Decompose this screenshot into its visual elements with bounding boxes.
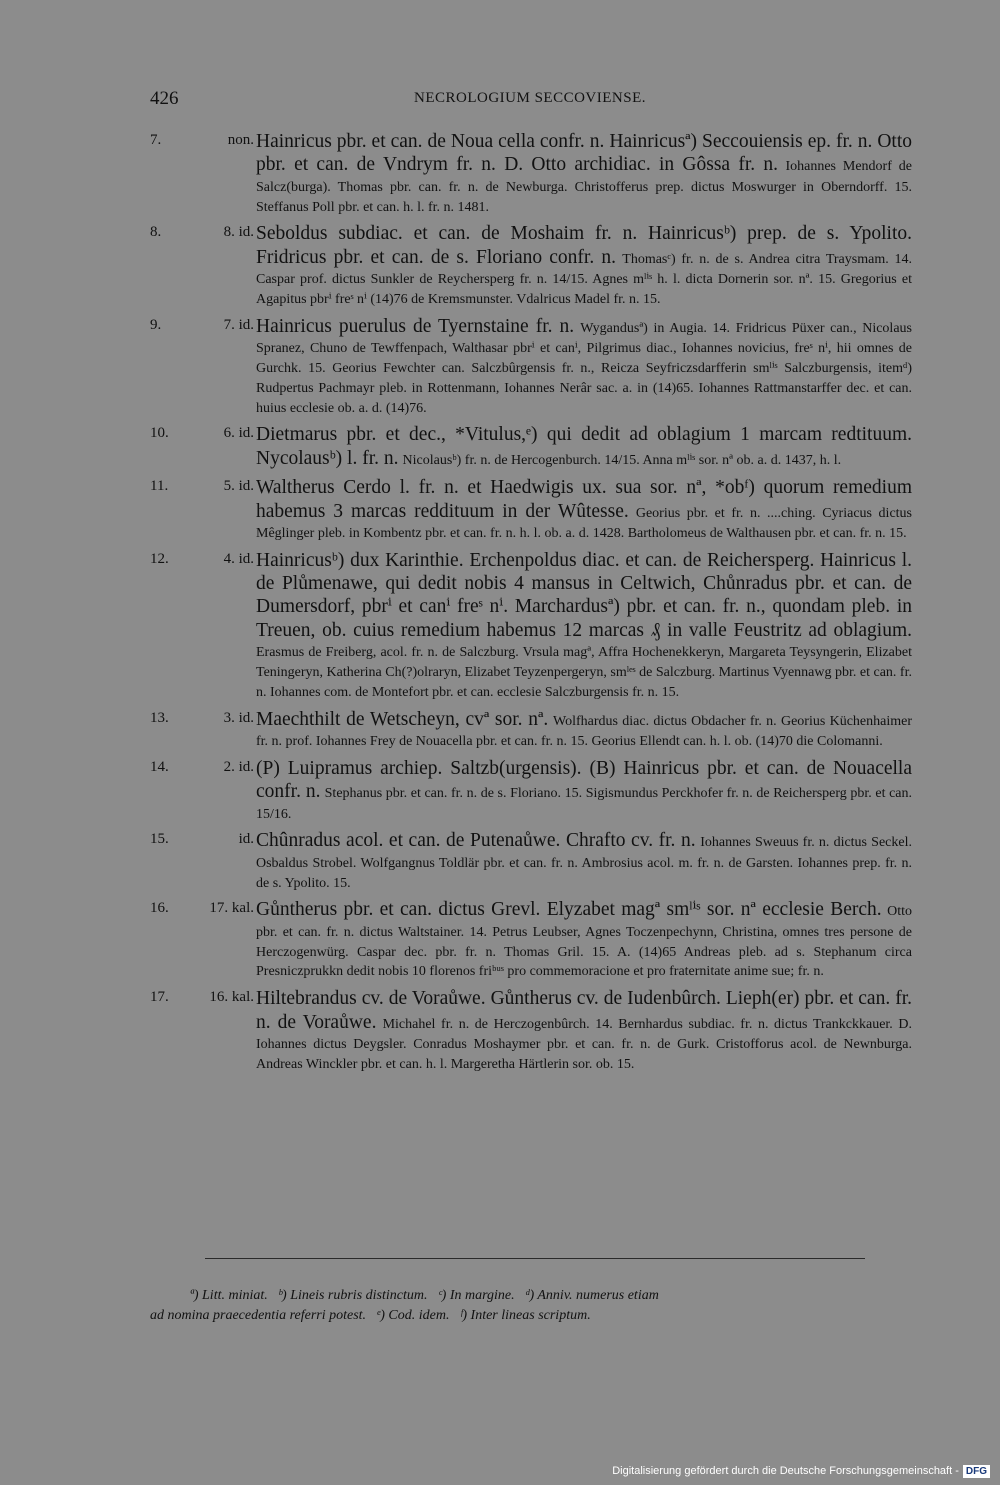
entry-main-text: Hainricusᵇ) dux Karinthie. Erchenpoldus diac. et can. de Reichersperg. Hainricus l. de Plůmenawe, qui dedit nobis 4 mansus in Celtwich, Chůnradus pbr. et can. de Dumersdorf, pbrⁱ et canⁱ freˢ nⁱ. Marchardusª) pbr. et can. fr. n., quondam pleb. in Treuen, ob. cuius remedium habemus 12 marcas ₰ in valle Feustritz ad oblagium. <box>256 549 912 641</box>
entry-date: 6. id. <box>223 425 254 442</box>
footnote-divider <box>205 1258 865 1259</box>
necrology-entry <box>150 130 912 216</box>
necrology-entry <box>150 222 912 308</box>
page-number: 426 <box>150 88 179 109</box>
entry-main-text: Gůntherus pbr. et can. dictus Grevl. Elyzabet magª smˡⁱˢ sor. nª ecclesie Berch. <box>256 899 882 921</box>
entry-later-additions: Wygandusª) in Augia. 14. Fridricus Püxer can., Nicolaus Spranez, Chuno de Tewffenpach, Walthasar pbrⁱ et canⁱ, Pilgrimus diac., Iohannes novicius, freˢ nⁱ, hii omnes de Gurchk. 15. Georius Fewchter can. Salczbûrgensis fr. n., Reicza Seyfriczsdarfferin smˡⁱˢ Salczburgensis, itemᵈ) Rudpertus Pachmayr pleb. in Rottenmann, Iohannes Nerâr sac. a. in (14)65. Iohannes Rattmanstarffer dec. et can. huius ecclesie ob. a. d. (14)76. <box>256 320 912 416</box>
necrology-entry <box>150 708 912 751</box>
entry-number: 12. <box>150 550 169 567</box>
footnote-line-2: ad nomina praecedentia referri potest. ᵉ) Cod. idem. ᶠ) Inter lineas scriptum. <box>150 1308 591 1324</box>
entry-text <box>256 476 912 543</box>
entry-number: 7. <box>150 132 162 148</box>
dfg-logo: DFG <box>963 1465 990 1478</box>
entry-later-additions: Thomasᶜ) fr. n. de s. Andrea citra Traysmam. 14. Caspar prof. dictus Sunkler de Reychersperg fr. n. 14/15. Agnes mˡⁱˢ h. l. dicta Dornerin sor. nª. 15. Gregorius et Agapitus pbrⁱ freˢ nⁱ (14)76 de Kremsmunster. Vdalricus Madel fr. n. 15. <box>256 251 912 307</box>
dfg-credit <box>612 1464 990 1478</box>
dfg-credit-text: Digitalisierung gefördert durch die Deutsche Forschungsgemeinschaft - <box>612 1465 959 1477</box>
entry-text <box>256 130 912 216</box>
footnotes <box>150 1286 910 1327</box>
entry-date: 5. id. <box>223 478 254 495</box>
entry-number: 13. <box>150 709 169 726</box>
necrology-entry <box>150 315 912 418</box>
entry-text <box>256 708 912 751</box>
entry-main-text: Seboldus subdiac. et can. de Moshaim fr. n. Hainricusᵇ) prep. de s. Ypolito. Fridricus pbr. et can. de s. Floriano confr. n. <box>256 223 912 268</box>
entry-main-text: Waltherus Cerdo l. fr. n. et Haedwigis ux. sua sor. nª, *obᶠ) quorum remedium habemus 3 marcas reddituum in der Wûtesse. <box>256 477 912 522</box>
entry-later-additions: Iohannes Mendorf de Salcz(burga). Thomas pbr. can. fr. n. de Newburga. Christofferus prep. dictus Moswurger in Oberndorff. 15. Steffanus Poll pbr. et can. h. l. fr. n. 1481. <box>256 159 912 215</box>
entry-later-additions: Iohannes Sweuus fr. n. dictus Seckel. Osbaldus Strobel. Wolfgangnus Toldlär pbr. et can. fr. n. Ambrosius acol. m. fr. n. de Garsten. Iohannes prep. fr. n. de s. Ypolito. 15. <box>256 835 912 891</box>
entry-date: 17. kal. <box>209 900 254 917</box>
necrology-entry <box>150 987 912 1073</box>
page-header <box>150 88 910 114</box>
entry-text <box>256 829 912 892</box>
running-title: NECROLOGIUM SECCOVIENSE. <box>413 90 646 106</box>
entry-text <box>256 423 912 470</box>
necrology-entry <box>150 549 912 702</box>
necrology-entry <box>150 757 912 824</box>
entry-later-additions: Nicolausᵇ) fr. n. de Hercogenburch. 14/15. Anna mˡⁱˢ sor. nª ob. a. d. 1437, h. l. <box>402 452 842 468</box>
entry-later-additions: Erasmus de Freiberg, acol. fr. n. de Salczburg. Vrsula magª, Affra Hochenekkeryn, Margareta Teysyngerin, Elizabet Teningeryn, Katherina Ch(?)olraryn, Elizabet Teyzenpergeryn, smˡᵉˢ de Salczburg. Martinus Vyennawg pbr. et can. fr. n. Iohannes com. de Montefort pbr. et can. ecclesie Salczburgensis fr. n. 15. <box>256 645 912 700</box>
entry-number: 9. <box>150 316 162 333</box>
entry-main-text: Hainricus pbr. et can. de Noua cella confr. n. Hainricusª) Seccouiensis ep. fr. n. Otto pbr. et can. de Vndrym fr. n. D. Otto archidiac. in Gôssa fr. n. <box>256 131 912 176</box>
entry-text <box>256 757 912 824</box>
necrology-entries <box>150 130 912 1080</box>
entry-main-text: Hainricus puerulus de Tyernstaine fr. n. <box>256 315 575 337</box>
entry-date: 2. id. <box>223 758 254 775</box>
necrology-entry <box>150 476 912 543</box>
entry-main-text: Chûnradus acol. et can. de Putenaůwe. Chrafto cv. fr. n. <box>256 830 696 852</box>
entry-date: non. <box>227 132 254 148</box>
entry-date: id. <box>238 831 254 848</box>
entry-later-additions: Michahel fr. n. de Herczogenbûrch. 14. Bernhardus subdiac. fr. n. dictus Trankckkauer. D. Iohannes dictus Deygsler. Conradus Moshaymer pbr. et can. fr. n. de Gurk. Cristofforus acol. de Newnburga. Andreas Winckler pbr. et can. h. l. Margeretha Härtlerin sor. ob. 15. <box>256 1016 913 1072</box>
entry-later-additions: Otto pbr. et can. fr. n. dictus Waltstainer. 14. Petrus Leubser, Agnes Toczenpechynn, Christina, omnes tres persone de Herczogenwürg. Caspar dec. pbr. fr. n. Thomas Gril. 15. A. (14)65 Andreas pleb. ad s. Stephanum circa Presniczprukkn dedit nobis 10 florenos friᵇᵘˢ pro commemoracione et pro fraternitate anime sue; fr. n. <box>256 904 913 980</box>
entry-text <box>256 222 912 308</box>
entry-later-additions: Georius pbr. et fr. n. ....ching. Cyriacus dictus Mêglinger pleb. in Kombentz pbr. et can. fr. n. h. l. ob. a. d. 1428. Bartholomeus de Walthausen pbr. et can. fr. n. 15. <box>256 505 912 541</box>
entry-text <box>256 898 912 981</box>
entry-later-additions: Wolfhardus diac. dictus Obdacher fr. n. Georius Küchenhaimer fr. n. prof. Iohannes Frey de Nouacella pbr. et can. fr. n. 15. Georius Ellendt can. h. l. ob. (14)70 die Colomanni. <box>256 713 913 750</box>
entry-number: 17. <box>150 989 169 1006</box>
entry-main-text: (P) Luipramus archiep. Saltzb(urgensis). (B) Hainricus pbr. et can. de Nouacella confr. n. <box>256 757 912 803</box>
entry-main-text: Maechthilt de Wetscheyn, cvª sor. nª. <box>256 708 549 730</box>
entry-date: 7. id. <box>223 316 254 333</box>
necrology-entry <box>150 898 912 981</box>
entry-text <box>256 549 912 702</box>
entry-date: 16. kal. <box>209 989 254 1006</box>
entry-number: 16. <box>150 900 169 917</box>
footnote-line-1: ª) Litt. miniat. ᵇ) Lineis rubris distinctum. ᶜ) In margine. ᵈ) Anniv. numerus etiam <box>190 1288 659 1303</box>
entry-date: 4. id. <box>223 550 254 567</box>
entry-number: 8. <box>150 224 162 241</box>
entry-later-additions: Stephanus pbr. et can. fr. n. de s. Floriano. 15. Sigismundus Perckhofer fr. n. de Reichersperg pbr. et can. 15/16. <box>256 786 912 822</box>
entry-main-text: Dietmarus pbr. et dec., *Vitulus,ᵉ) qui dedit ad oblagium 1 marcam redtituum. Nycolausᵇ) l. fr. n. <box>256 424 912 469</box>
entry-number: 11. <box>150 478 169 495</box>
entry-text <box>256 315 912 418</box>
entry-date: 8. id. <box>223 224 254 241</box>
entry-number: 10. <box>150 425 169 442</box>
entry-main-text: Hiltebrandus cv. de Voraůwe. Gůntherus cv. de Iudenbûrch. Lieph(er) pbr. et can. fr. n. de Voraůwe. <box>256 988 912 1033</box>
necrology-entry <box>150 423 912 470</box>
entry-text <box>256 987 912 1073</box>
necrology-entry <box>150 829 912 892</box>
entry-number: 14. <box>150 758 169 775</box>
entry-number: 15. <box>150 831 169 848</box>
entry-date: 3. id. <box>223 709 254 726</box>
